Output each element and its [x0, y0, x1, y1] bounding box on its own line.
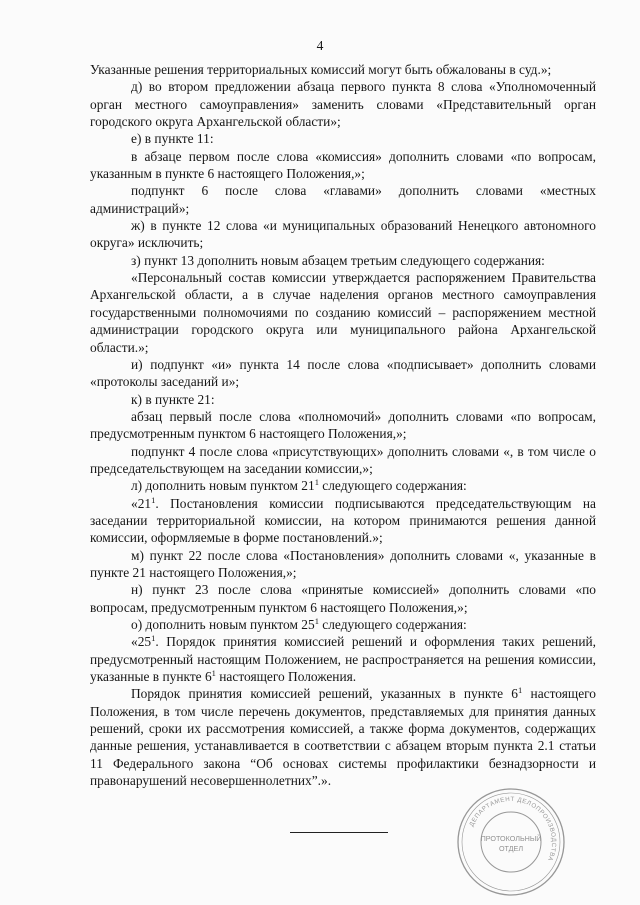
paragraph	[90, 61, 596, 78]
paragraph	[90, 78, 596, 130]
paragraph	[90, 685, 596, 789]
superscript: 1	[151, 633, 156, 644]
page-number: 4	[316, 38, 324, 53]
footer-divider	[290, 832, 388, 833]
superscript: 1	[314, 477, 319, 488]
superscript: 1	[314, 616, 319, 626]
official-stamp	[455, 786, 567, 898]
stamp-center-line1: ПРОТОКОЛЬНЫЙ	[480, 834, 542, 843]
paragraph	[90, 356, 596, 391]
text-run: «Персональный состав комиссии утверждается распоряжением Правительства Архангельской области, а в случае наделения органов местного самоуправления государственными полномочиями по созданию комиссий – распоряжением местной администрации городского округа или муниципального района Архангельской области.»;	[90, 270, 596, 355]
stamp-center-line2: ОТДЕЛ	[498, 844, 524, 853]
text-run: Порядок принятия комиссией решений, указанных в пункте 6	[131, 686, 519, 702]
superscript: 1	[211, 668, 216, 679]
text-run: к) в пункте 21:	[131, 391, 215, 407]
paragraph	[90, 269, 596, 356]
paragraph	[90, 616, 596, 633]
text-run: . Постановления комиссии подписываются председательствующим на заседании территориальной комиссии, на котором принимаются решения данной комиссии, оформляемые в форме постановлений.»;	[90, 495, 596, 546]
superscript: 1	[151, 494, 156, 505]
text-run: подпункт 6 после слова «главами» дополнить словами «местных администраций»;	[90, 183, 596, 216]
paragraph	[90, 217, 596, 252]
text-run: . Порядок принятия комиссией решений и оформления таких решений, предусмотренный настоящим Положением, не распространяется на решения комиссии, указанные в пункте 6	[90, 634, 596, 685]
text-run: ж) в пункте 12 слова «и муниципальных образований Ненецкого автономного округа» исключить;	[90, 218, 596, 251]
document-body	[90, 61, 596, 789]
paragraph	[90, 477, 596, 494]
text-run: абзац первый после слова «полномочий» дополнить словами «по вопросам, предусмотренным пунктом 6 настоящего Положения,»;	[90, 408, 596, 442]
paragraph	[90, 182, 596, 217]
text-run: е) в пункте 11:	[131, 131, 214, 147]
paragraph	[90, 252, 596, 269]
text-run: подпункт 4 после слова «присутствующих» дополнить словами «, в том числе о председательствующем на заседании комиссии,»;	[90, 443, 596, 476]
paragraph	[90, 633, 596, 685]
paragraph	[90, 581, 596, 616]
stamp-ring-text: ДЕПАРТАМЕНТ ДЕЛОПРОИЗВОДСТВА	[468, 795, 558, 863]
text-run: следующего содержания:	[318, 478, 467, 494]
paragraph	[90, 547, 596, 582]
paragraph	[90, 495, 596, 547]
text-run: л) дополнить новым пунктом 21	[131, 478, 315, 494]
text-run: о) дополнить новым пунктом 25	[131, 617, 315, 632]
text-run: Указанные решения территориальных комиссий могут быть обжалованы в суд.»;	[90, 62, 552, 77]
paragraph	[90, 443, 596, 478]
text-run: д) во втором предложении абзаца первого пункта 8 слова «Уполномоченный орган местного самоуправления» заменить словами «Представительный орган городского округа Архангельской области»;	[90, 79, 596, 130]
text-run: в абзаце первом после слова «комиссия» дополнить словами «по вопросам, указанным в пункте 6 настоящего Положения,»;	[90, 148, 596, 182]
text-run: н) пункт 23 после слова «принятые комиссией» дополнить словами «по вопросам, предусмотренным пунктом 6 настоящего Положения,»;	[90, 582, 596, 615]
text-run: з) пункт 13 дополнить новым абзацем третьим следующего содержания:	[131, 252, 545, 268]
text-run: следующего содержания:	[318, 617, 467, 632]
text-run: «25	[131, 634, 152, 650]
text-run: м) пункт 22 после слова «Постановления» дополнить словами «, указанные в пункте 21 настоящего Положения,»;	[90, 547, 596, 580]
text-run: настоящего Положения.	[215, 669, 357, 685]
paragraph	[90, 408, 596, 443]
paragraph	[90, 148, 596, 183]
text-run: и) подпункт «и» пункта 14 после слова «подписывает» дополнить словами «протоколы заседаний и»;	[90, 356, 596, 390]
text-run: «21	[131, 495, 152, 511]
paragraph	[90, 130, 596, 147]
superscript: 1	[518, 685, 523, 696]
text-run: настоящего Положения, в том числе перечень документов, представляемых для принятия данных решений, сроки их рассмотрения комиссией, а также форма документов, содержащих данные решения, устанавливается в соответствии с абзацем вторым пункта 2.1 статьи 11 Федерального закона “Об основах системы профилактики безнадзорности и правонарушений несовершеннолетних”.».	[90, 686, 596, 789]
paragraph	[90, 391, 596, 408]
